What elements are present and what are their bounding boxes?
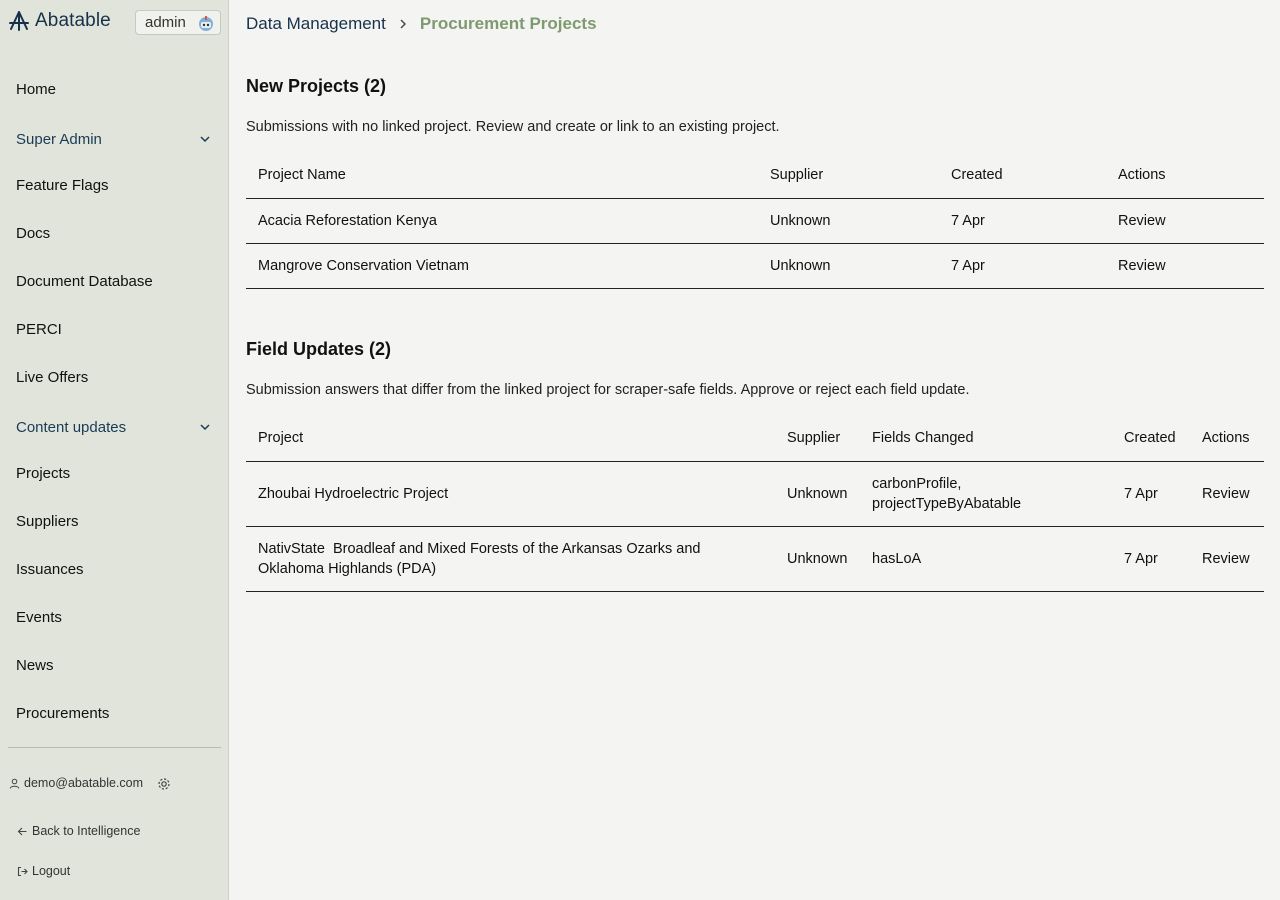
sidebar-item-procurements[interactable]: Procurements xyxy=(16,704,110,722)
chevron-right-icon xyxy=(398,19,408,29)
column-header-supplier[interactable]: Supplier xyxy=(758,152,939,199)
sidebar-divider xyxy=(8,747,221,748)
column-header-created[interactable]: Created xyxy=(939,152,1106,199)
field-updates-table xyxy=(246,415,1264,592)
sidebar-item-perci[interactable]: PERCI xyxy=(16,320,62,338)
sidebar-item-content-updates[interactable]: Content updates xyxy=(16,415,213,439)
review-button[interactable]: Review xyxy=(1106,244,1264,289)
sidebar-item-document-database[interactable]: Document Database xyxy=(16,272,153,290)
table-row xyxy=(246,199,1264,244)
gear-icon[interactable] xyxy=(157,777,171,791)
project-cell: Zhoubai Hydroelectric Project xyxy=(246,462,775,527)
field-updates-description: Submission answers that differ from the linked project for scraper-safe fields. Approve or reject each field update. xyxy=(246,382,970,398)
brand[interactable] xyxy=(8,10,111,32)
new-projects-title: New Projects (2) xyxy=(246,76,387,96)
brand-name: Abatable xyxy=(35,10,111,31)
fields-changed-cell: carbonProfile, projectTypeByAbatable xyxy=(860,462,1112,527)
column-header-fields-changed[interactable]: Fields Changed xyxy=(860,415,1112,462)
review-button[interactable]: Review xyxy=(1190,462,1264,527)
breadcrumb-current: Procurement Projects xyxy=(419,14,597,33)
sidebar-item-feature-flags[interactable]: Feature Flags xyxy=(16,176,109,194)
breadcrumb xyxy=(246,13,597,35)
sidebar xyxy=(0,0,229,900)
sidebar-item-super-admin[interactable]: Super Admin xyxy=(16,127,213,151)
supplier-cell: Unknown xyxy=(775,462,860,527)
supplier-cell: Unknown xyxy=(758,199,939,244)
abatable-logo-icon xyxy=(8,10,30,32)
logout-link[interactable]: Logout xyxy=(17,864,70,878)
table-row xyxy=(246,462,1264,527)
field-updates-title: Field Updates (2) xyxy=(246,339,392,359)
sidebar-item-home[interactable]: Home xyxy=(16,80,57,98)
review-button[interactable]: Review xyxy=(1106,199,1264,244)
created-cell: 7 Apr xyxy=(939,199,1106,244)
chevron-down-icon xyxy=(199,133,211,145)
user-icon xyxy=(9,778,20,789)
table-row xyxy=(246,527,1264,592)
created-cell: 7 Apr xyxy=(939,244,1106,289)
sidebar-item-projects[interactable]: Projects xyxy=(16,464,71,482)
supplier-cell: Unknown xyxy=(758,244,939,289)
created-cell: 7 Apr xyxy=(1112,527,1190,592)
column-header-actions: Actions xyxy=(1106,152,1264,199)
user-email: demo@abatable.com xyxy=(9,776,143,790)
column-header-project[interactable]: Project xyxy=(246,415,775,462)
arrow-left-icon xyxy=(17,826,28,837)
column-header-created[interactable]: Created xyxy=(1112,415,1190,462)
project-cell: NativState ⁠ Broadleaf and Mixed Forests of the Arkansas Ozarks and Oklahoma Highlands (PDA) xyxy=(246,527,775,592)
project-name-cell: Acacia Reforestation Kenya xyxy=(246,199,758,244)
table-header-row xyxy=(246,415,1264,462)
new-projects-description: Submissions with no linked project. Review and create or link to an existing project. xyxy=(246,119,780,135)
logout-icon xyxy=(17,866,28,877)
sidebar-item-live-offers[interactable]: Live Offers xyxy=(16,368,89,386)
project-name-cell: Mangrove Conservation Vietnam xyxy=(246,244,758,289)
created-cell: 7 Apr xyxy=(1112,462,1190,527)
review-button[interactable]: Review xyxy=(1190,527,1264,592)
chevron-down-icon xyxy=(199,421,211,433)
breadcrumb-data-management[interactable]: Data Management xyxy=(246,14,386,33)
table-row xyxy=(246,244,1264,289)
new-projects-table xyxy=(246,152,1264,289)
sidebar-item-events[interactable]: Events xyxy=(16,608,62,626)
table-header-row xyxy=(246,152,1264,199)
admin-badge-label: admin xyxy=(145,14,186,31)
sidebar-item-issuances[interactable]: Issuances xyxy=(16,560,84,578)
sidebar-item-news[interactable]: News xyxy=(16,656,54,674)
sidebar-item-docs[interactable]: Docs xyxy=(16,224,51,242)
column-header-supplier[interactable]: Supplier xyxy=(775,415,860,462)
admin-badge[interactable] xyxy=(135,10,221,35)
column-header-project-name[interactable]: Project Name xyxy=(246,152,758,199)
column-header-actions: Actions xyxy=(1190,415,1264,462)
sidebar-item-suppliers[interactable]: Suppliers xyxy=(16,512,79,530)
robot-avatar-icon xyxy=(197,14,215,32)
supplier-cell: Unknown xyxy=(775,527,860,592)
fields-changed-cell: hasLoA xyxy=(860,527,1112,592)
back-to-intelligence-link[interactable]: Back to Intelligence xyxy=(17,824,140,838)
